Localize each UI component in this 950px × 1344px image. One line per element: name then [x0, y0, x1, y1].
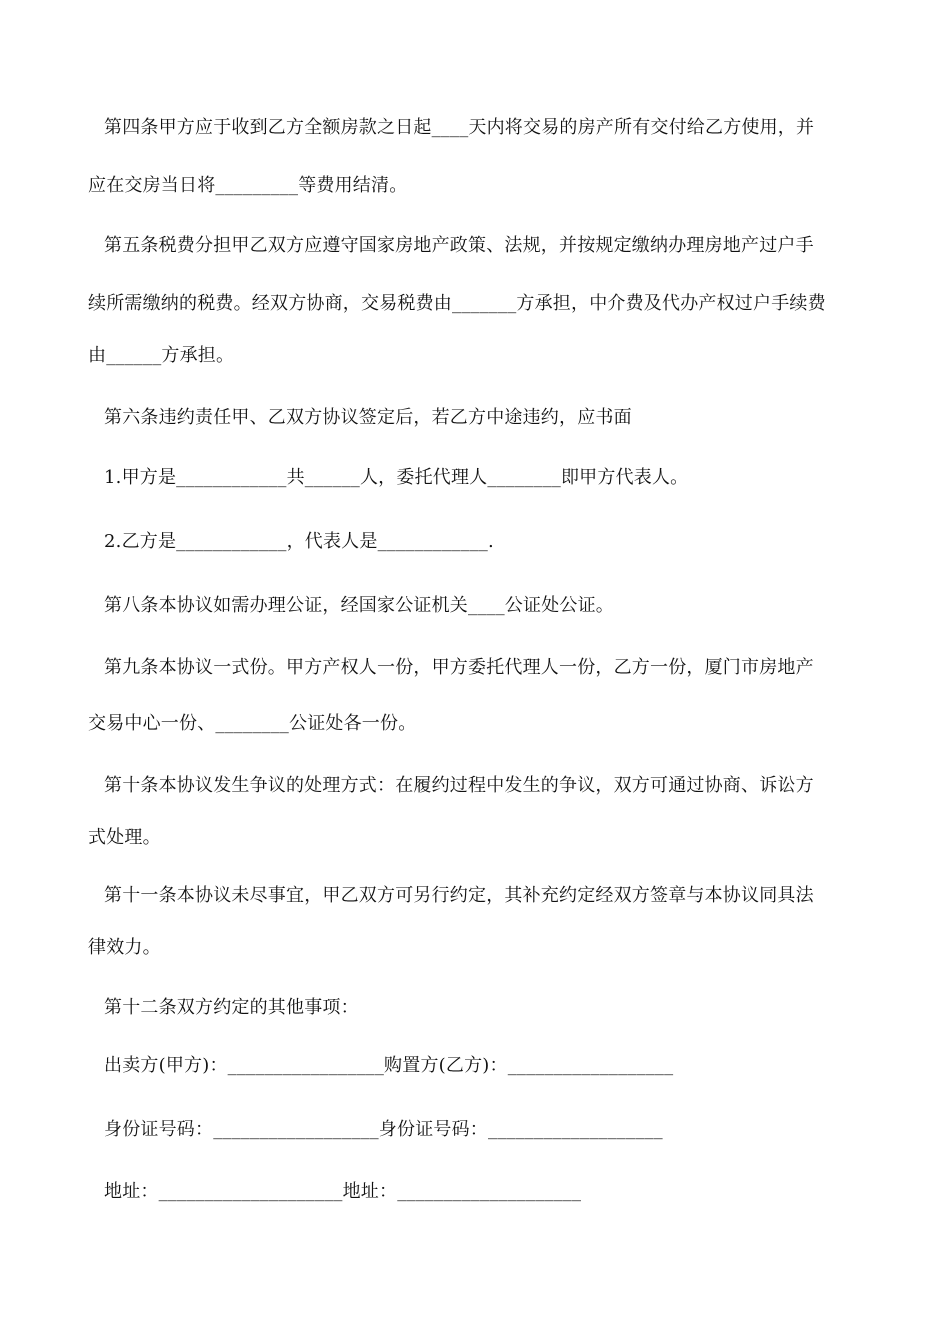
clause-10-line-1: 第十条本协议发生争议的处理方式：在履约过程中发生的争议，双方可通过协商、诉讼方 [104, 775, 814, 796]
seller-buyer-line: 出卖方(甲方)：_________________购置方(乙方)：__________________ [104, 1055, 674, 1076]
party-a-line: 1.甲方是____________共______人，委托代理人________即甲方代表人。 [104, 467, 689, 488]
party-b-line: 2.乙方是____________，代表人是____________. [104, 531, 494, 552]
clause-11-line-2: 律效力。 [88, 937, 161, 958]
clause-5-line-1: 第五条税费分担甲乙双方应遵守国家房地产政策、法规，并按规定缴纳办理房地产过户手 [104, 235, 814, 256]
address-line: 地址：____________________地址：____________________ [104, 1181, 582, 1202]
clause-8-line: 第八条本协议如需办理公证，经国家公证机关____公证处公证。 [104, 595, 614, 616]
clause-6-line: 第六条违约责任甲、乙双方协议签定后，若乙方中途违约，应书面 [104, 407, 632, 428]
clause-4-line-2: 应在交房当日将_________等费用结清。 [88, 175, 408, 196]
clause-11-line-1: 第十一条本协议未尽事宜，甲乙双方可另行约定，其补充约定经双方签章与本协议同具法 [104, 885, 814, 906]
clause-5-line-3: 由______方承担。 [88, 345, 235, 366]
clause-4-line-1: 第四条甲方应于收到乙方全额房款之日起____天内将交易的房产所有交付给乙方使用，并 [104, 117, 815, 138]
id-number-line: 身份证号码：__________________身份证号码：___________________ [104, 1119, 663, 1140]
clause-10-line-2: 式处理。 [88, 827, 161, 848]
clause-12-line: 第十二条双方约定的其他事项： [104, 997, 359, 1018]
clause-5-line-2: 续所需缴纳的税费。经双方协商，交易税费由_______方承担，中介费及代办产权过户手续费 [88, 293, 826, 314]
clause-9-line-2: 交易中心一份、________公证处各一份。 [88, 713, 417, 734]
clause-9-line-1: 第九条本协议一式份。甲方产权人一份，甲方委托代理人一份，乙方一份，厦门市房地产 [104, 657, 814, 678]
